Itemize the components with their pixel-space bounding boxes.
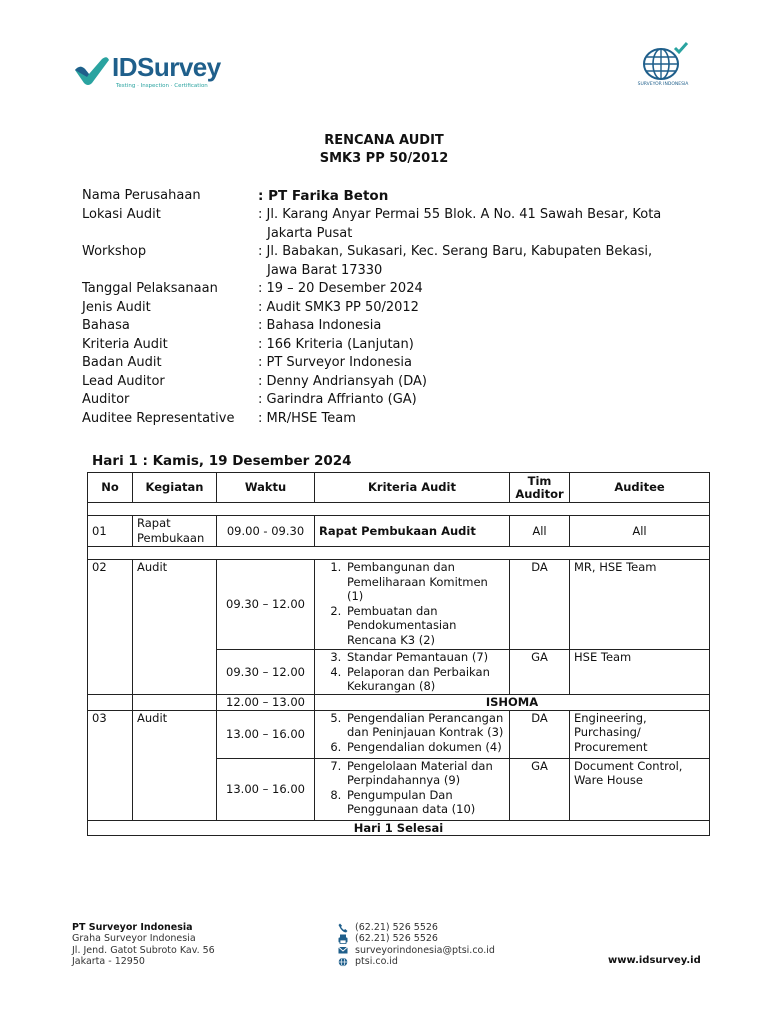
footer-web-small: ptsi.co.id xyxy=(355,956,398,968)
info-label-audit-body: Badan Audit xyxy=(82,355,162,370)
footer-email: surveyorindonesia@ptsi.co.id xyxy=(355,944,495,956)
info-label-language: Bahasa xyxy=(82,318,130,333)
header-tim-line2: Auditor xyxy=(515,486,564,501)
row1-tim: All xyxy=(510,516,570,547)
row3a-waktu: 13.00 – 16.00 xyxy=(217,710,315,758)
info-value-language: : Bahasa Indonesia xyxy=(258,318,382,333)
surveyor-indonesia-logo xyxy=(632,42,694,92)
info-label-criteria: Kriteria Audit xyxy=(82,337,168,352)
footer-website: www.idsurvey.id xyxy=(608,955,701,966)
list-item: 8. Pengumpulan Dan Penggunaan data (10) xyxy=(345,788,505,817)
list-item: 3. Standar Pemantauan (7) xyxy=(345,650,505,665)
info-value-workshop-line1: : Jl. Babakan, Sukasari, Kec. Serang Baru, Kabupaten Bekasi, xyxy=(258,244,653,259)
header-kriteria: Kriteria Audit xyxy=(315,473,510,503)
info-label-audit-type: Jenis Audit xyxy=(82,300,151,315)
email-icon xyxy=(338,945,348,955)
document-subtitle: SMK3 PP 50/2012 xyxy=(319,151,449,166)
spacer-row xyxy=(88,503,710,516)
row3b-kriteria xyxy=(315,758,510,820)
brand-name: IDSurvey xyxy=(112,52,221,82)
row2b-auditee: HSE Team xyxy=(570,650,710,695)
info-value-location-line2: Jakarta Pusat xyxy=(267,225,353,241)
closing-label: Hari 1 Selesai xyxy=(88,820,710,836)
row3a-tim: DA xyxy=(510,710,570,758)
info-value-workshop-line2: Jawa Barat 17330 xyxy=(267,262,383,278)
list-item: 7. Pengelolaan Material dan Perpindahannya (9) xyxy=(345,759,505,788)
footer-phone: (62.21) 526 5526 xyxy=(355,922,438,933)
row3-no: 03 xyxy=(88,710,133,820)
row2b-criteria-list xyxy=(319,650,505,694)
info-value-criteria: : 166 Kriteria (Lanjutan) xyxy=(258,337,414,352)
header-tim-auditor xyxy=(510,473,570,503)
row2a-tim: DA xyxy=(510,560,570,650)
document-title: RENCANA AUDIT xyxy=(324,133,444,148)
table-header-row xyxy=(88,473,710,503)
table-row xyxy=(88,710,710,758)
row2b-tim: GA xyxy=(510,650,570,695)
info-value-workshop xyxy=(258,243,678,280)
day-heading: Hari 1 : Kamis, 19 Desember 2024 xyxy=(92,453,352,469)
partner-caption: SURVEYOR INDONESIA xyxy=(637,82,689,87)
info-value-lead-auditor: : Denny Andriansyah (DA) xyxy=(258,374,427,389)
header-kegiatan: Kegiatan xyxy=(133,473,217,503)
info-label-auditee-rep: Auditee Representative xyxy=(82,411,235,426)
info-value-date: : 19 – 20 Desember 2024 xyxy=(258,281,423,296)
table-row xyxy=(88,560,710,650)
list-item: 5. Pengendalian Perancangan dan Peninjauan Kontrak (3) xyxy=(345,711,505,740)
row2b-waktu: 09.30 – 12.00 xyxy=(217,650,315,695)
info-value-location-line1: : Jl. Karang Anyar Permai 55 Blok. A No. 41 Sawah Besar, Kota xyxy=(258,207,662,222)
footer-company: PT Surveyor Indonesia xyxy=(72,922,193,933)
row3a-auditee: Engineering, Purchasing/ Procurement xyxy=(570,710,710,758)
row3a-kriteria xyxy=(315,710,510,758)
row2a-kriteria xyxy=(315,560,510,650)
closing-row xyxy=(88,820,710,836)
footer-fax-line xyxy=(338,933,495,944)
header-no: No xyxy=(88,473,133,503)
row1-kriteria: Rapat Pembukaan Audit xyxy=(315,516,510,547)
footer-address-line1: Graha Surveyor Indonesia xyxy=(72,933,196,945)
info-value-audit-type: : Audit SMK3 PP 50/2012 xyxy=(258,300,419,315)
info-label-location: Lokasi Audit xyxy=(82,207,161,222)
ishoma-row xyxy=(88,695,710,711)
info-label-auditor: Auditor xyxy=(82,392,130,407)
footer-email-line xyxy=(338,945,495,956)
list-item: 2. Pembuatan dan Pendokumentasian Rencana K3 (2) xyxy=(345,604,505,648)
header-tim-line1: Tim xyxy=(527,473,552,488)
info-value-auditee-rep: : MR/HSE Team xyxy=(258,411,356,426)
idsurvey-check-icon xyxy=(72,54,110,88)
info-label-lead-auditor: Lead Auditor xyxy=(82,374,165,389)
info-label-workshop: Workshop xyxy=(82,244,147,259)
row1-kegiatan-line2: Pembukaan xyxy=(137,530,205,545)
list-item: 6. Pengendalian dokumen (4) xyxy=(345,740,505,755)
row3a-criteria-list xyxy=(319,711,505,755)
list-item: 1. Pembangunan dan Pemeliharaan Komitmen (1) xyxy=(345,560,505,604)
row1-kegiatan xyxy=(133,516,217,547)
footer-address xyxy=(72,922,215,968)
row3b-auditee: Document Control, Ware House xyxy=(570,758,710,820)
ishoma-label: ISHOMA xyxy=(315,695,710,711)
info-value-location xyxy=(258,206,678,243)
row1-kegiatan-line1: Rapat xyxy=(137,516,171,530)
info-value-auditor: : Garindra Affrianto (GA) xyxy=(258,392,417,407)
phone-icon xyxy=(338,923,348,933)
row3-kegiatan: Audit xyxy=(133,710,217,820)
row2a-criteria-list xyxy=(319,560,505,647)
row1-waktu: 09.00 - 09.30 xyxy=(217,516,315,547)
row2b-kriteria xyxy=(315,650,510,695)
ishoma-waktu: 12.00 – 13.00 xyxy=(217,695,315,711)
footer-address-line3: Jakarta - 12950 xyxy=(72,956,145,968)
footer-address-line2: Jl. Jend. Gatot Subroto Kav. 56 xyxy=(72,944,215,956)
row3b-waktu: 13.00 – 16.00 xyxy=(217,758,315,820)
header-waktu: Waktu xyxy=(217,473,315,503)
table-row xyxy=(88,516,710,547)
row2a-auditee: MR, HSE Team xyxy=(570,560,710,650)
list-item: 4. Pelaporan dan Perbaikan Kekurangan (8) xyxy=(345,665,505,694)
info-value-audit-body: : PT Surveyor Indonesia xyxy=(258,355,412,370)
row3b-tim: GA xyxy=(510,758,570,820)
info-label-date: Tanggal Pelaksanaan xyxy=(82,281,218,296)
footer-web-line xyxy=(338,956,495,967)
footer-fax: (62.21) 526 5526 xyxy=(355,933,438,945)
row2-no: 02 xyxy=(88,560,133,695)
row1-no: 01 xyxy=(88,516,133,547)
info-value-company: : PT Farika Beton xyxy=(258,188,389,204)
footer-contacts xyxy=(338,922,495,968)
header-auditee: Auditee xyxy=(570,473,710,503)
row2a-waktu: 09.30 – 12.00 xyxy=(217,560,315,650)
brand-tagline: Testing · Inspection · Certification xyxy=(116,83,208,89)
spacer-row xyxy=(88,547,710,560)
info-label-company: Nama Perusahaan xyxy=(82,188,201,203)
footer-phone-line xyxy=(338,922,495,933)
globe-icon xyxy=(338,957,348,967)
row3b-criteria-list xyxy=(319,759,505,817)
globe-logo-icon xyxy=(637,42,689,82)
schedule-table xyxy=(87,472,710,836)
idsurvey-logo xyxy=(72,52,232,94)
fax-icon xyxy=(338,934,348,944)
row1-auditee: All xyxy=(570,516,710,547)
row2-kegiatan: Audit xyxy=(133,560,217,695)
